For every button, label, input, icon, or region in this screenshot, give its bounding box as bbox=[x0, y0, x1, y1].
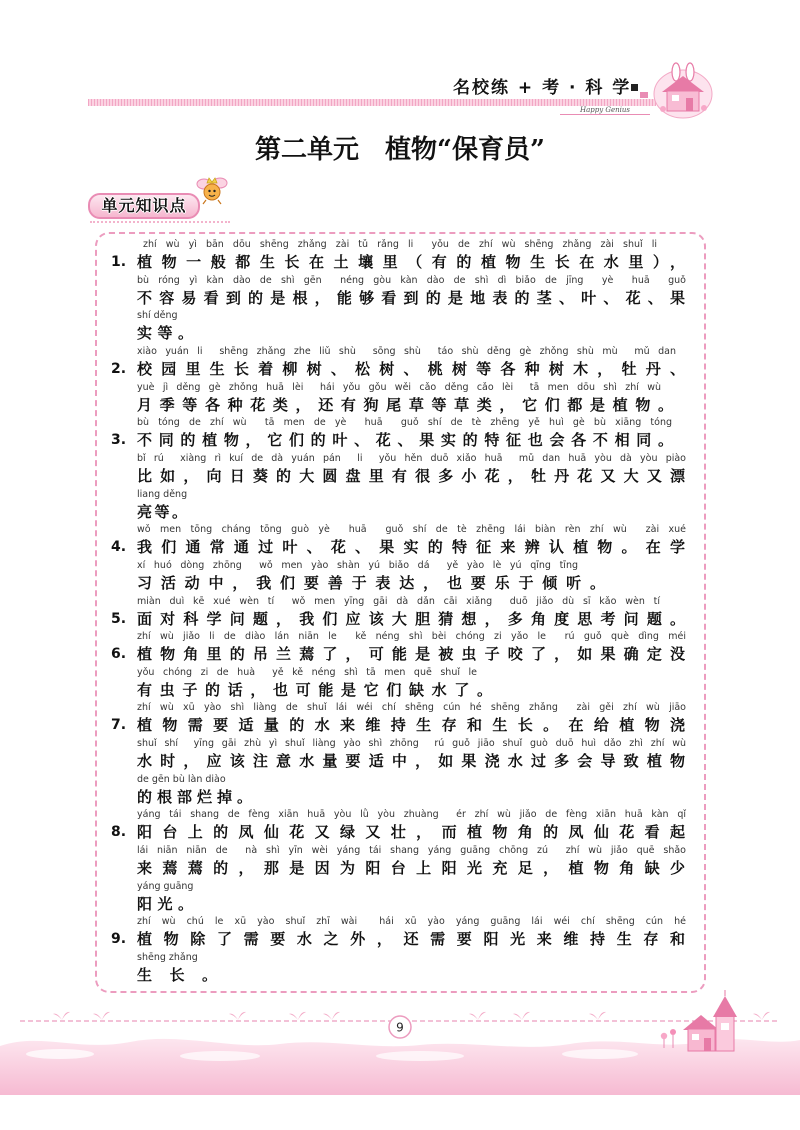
logo-flower bbox=[660, 106, 666, 112]
logo-house-body bbox=[667, 91, 699, 111]
pinyin-line: xiào yuán li shēng zhǎng zhe liǔ shù sōng shù táo shù děng gè zhǒng shù mù mǔ dan bbox=[137, 345, 676, 357]
pinyin-line: miàn duì kē xué wèn tí wǒ men yīng gāi dà dǎn cāi xiǎng duō jiǎo dù sī kǎo wèn tí bbox=[137, 595, 660, 607]
bee-crown bbox=[207, 178, 217, 183]
sprout-icon bbox=[289, 1012, 306, 1020]
sprout-icon bbox=[229, 1012, 246, 1020]
footer-cloud bbox=[180, 1051, 260, 1061]
cottage-roof bbox=[683, 1015, 719, 1030]
series-title: 名校练 + 考 · 科 学 bbox=[453, 78, 632, 98]
pinyin-line: zhí wù jiǎo li de diào lán niān le kě néng shì bèi chóng zi yǎo le rú guǒ què dìng méi bbox=[137, 631, 686, 643]
footer-pink-wave bbox=[0, 1039, 800, 1095]
footer-decoration bbox=[0, 990, 800, 1100]
page-number: 9 bbox=[396, 1020, 404, 1035]
hanzi-line: 我们通常通过叶、花、果实的特征来辨认植物。在学 bbox=[137, 538, 685, 557]
footer-cloud bbox=[376, 1051, 464, 1061]
house-bunny-logo-icon bbox=[652, 62, 714, 120]
pinyin-line: yáng guāng bbox=[137, 880, 194, 892]
hanzi-line: 面对科学问题，我们应该大胆猜想，多角度思考问题。 bbox=[137, 609, 685, 628]
item-number: 4. bbox=[111, 539, 127, 556]
pinyin-line: yuè jì děng gè zhǒng huā lèi hái yǒu gǒu wěi cǎo děng cǎo lèi tā men dōu shì zhí wù bbox=[137, 381, 661, 393]
hanzi-line: 阳台上的凤仙花又绿又壮，而植物角的凤仙花看起 bbox=[137, 823, 685, 842]
sprout-icon bbox=[469, 1012, 486, 1020]
header-pink-band bbox=[88, 99, 656, 106]
hanzi-line: 的根部烂掉。 bbox=[137, 787, 252, 806]
header-tagline: Happy Genius bbox=[580, 106, 631, 114]
item-number: 2. bbox=[111, 360, 127, 377]
hanzi-line: 亮等。 bbox=[137, 502, 187, 521]
sprout-icon bbox=[513, 1012, 530, 1020]
pinyin-line: bǐ rú xiàng rì kuí de dà yuán pán li yǒu hěn duō xiǎo huā mǔ dan huā yòu dà yòu piào bbox=[137, 452, 686, 464]
cottage-door bbox=[704, 1038, 711, 1051]
footer-cloud bbox=[562, 1049, 638, 1059]
pinyin-line: bù róng yì kàn dào de shì gēn néng gòu kàn dào de shì dì biǎo de jīng yè huā guǒ bbox=[137, 274, 686, 286]
item-number: 3. bbox=[111, 432, 127, 449]
logo-door bbox=[686, 98, 693, 111]
hanzi-line: 不容易看到的是根，能够看到的是地表的茎、叶、花、果 bbox=[137, 288, 685, 307]
hanzi-line: 有虫子的话，也可能是它们缺水了。 bbox=[137, 680, 492, 699]
pinyin-line: shuǐ shí yīng gāi zhù yì shuǐ liàng yào shì zhōng rú guǒ jiāo shuǐ guò duō huì dǎo zhì zhí wù bbox=[137, 738, 686, 750]
hanzi-line: 生长。 bbox=[137, 966, 217, 984]
pinyin-line: wǒ men tōng cháng tōng guò yè huā guǒ shí de tè zhēng lái biàn rèn zhí wù zài xué bbox=[137, 524, 686, 536]
bee-leg bbox=[203, 200, 221, 204]
pinyin-line: zhí wù xū yào shì liàng de shuǐ lái wéi chí shēng cún hé shēng zhǎng zài gěi zhí wù jiāo bbox=[137, 702, 686, 714]
hanzi-line: 不同的植物，它们的叶、花、果实的特征也会各不相同。 bbox=[137, 431, 673, 450]
logo-flower bbox=[701, 105, 707, 111]
pinyin-line: de gēn bù làn diào bbox=[137, 773, 226, 785]
section-label: 单元知识点 bbox=[88, 193, 200, 219]
hanzi-line: 阳光。 bbox=[137, 894, 193, 913]
tower-window bbox=[721, 1023, 729, 1030]
item-number: 7. bbox=[111, 717, 127, 734]
logo-bunny-ear-right bbox=[686, 63, 694, 81]
tower-roof bbox=[713, 996, 737, 1017]
pinyin-line: yáng tái shang de fèng xiān huā yòu lǜ yòu zhuàng ér zhí wù jiǎo de fèng xiān huā kàn qǐ bbox=[137, 809, 686, 821]
flower-icon bbox=[661, 1033, 667, 1039]
bee-eye bbox=[208, 190, 210, 192]
logo-window bbox=[672, 95, 679, 101]
hanzi-line: 来蔫蔫的，那是因为阳台上阳光充足，植物角缺少 bbox=[137, 859, 685, 878]
pinyin-line: shēng zhǎng bbox=[137, 952, 198, 963]
pinyin-line: lái niān niān de nà shì yīn wèi yáng tái shang yáng guāng chōng zú zhí wù jiǎo quē shǎo bbox=[137, 845, 686, 857]
hanzi-line: 校园里生长着柳树、松树、桃树等各种树木，牡丹、 bbox=[137, 359, 685, 378]
footer-cloud bbox=[26, 1049, 94, 1059]
header-square-pink bbox=[640, 92, 648, 98]
pinyin-line: liang děng bbox=[137, 488, 188, 500]
hanzi-line: 比如，向日葵的大圆盘里有很多小花，牡丹花又大又漂 bbox=[137, 466, 685, 485]
item-number: 8. bbox=[111, 824, 127, 841]
pinyin-line: yǒu chóng zi de huà yě kě néng shì tā men quē shuǐ le bbox=[137, 666, 477, 678]
unit-title: 第二单元 植物“保育员” bbox=[255, 135, 545, 165]
sprout-icon bbox=[93, 1012, 110, 1020]
flower-icon bbox=[670, 1029, 676, 1035]
section-label-underline bbox=[90, 221, 230, 223]
pinyin-line: shí děng bbox=[137, 310, 178, 322]
item-number: 5. bbox=[111, 610, 127, 627]
hanzi-line: 月季等各种花类，还有狗尾草等草类，它们都是植物。 bbox=[137, 395, 673, 414]
item-number: 6. bbox=[111, 646, 127, 663]
hanzi-line: 植物一般都生长在土壤里（有的植物生长在水里）， bbox=[137, 253, 685, 271]
header-square-dark bbox=[631, 84, 638, 91]
bee-body bbox=[204, 184, 220, 200]
bee-eye bbox=[213, 190, 215, 192]
tagline-underline bbox=[560, 114, 650, 115]
hanzi-line: 实等。 bbox=[137, 324, 193, 343]
item-number: 1. bbox=[111, 254, 127, 270]
logo-bunny-ear-left bbox=[672, 63, 680, 81]
sprout-icon bbox=[589, 1012, 606, 1020]
sprout-icon bbox=[753, 1012, 770, 1020]
bee-mascot-icon bbox=[194, 172, 230, 206]
hanzi-line: 习活动中，我们要善于表达，也要乐于倾听。 bbox=[137, 573, 605, 592]
hanzi-line: 植物除了需要水之外，还需要阳光来维持生存和 bbox=[137, 930, 685, 949]
item-number: 9. bbox=[111, 931, 127, 948]
hanzi-line: 水时，应该注意水量要适中，如果浇水过多会导致植物 bbox=[137, 752, 685, 771]
sprout-icon bbox=[53, 1012, 70, 1020]
sprout-icon bbox=[323, 1012, 340, 1020]
cottage-window bbox=[692, 1034, 699, 1040]
pinyin-line: zhí wù chú le xū yào shuǐ zhī wài hái xū yào yáng guāng lái wéi chí shēng cún hé bbox=[137, 916, 686, 928]
pinyin-line: zhí wù yì bān dōu shēng zhǎng zài tǔ rǎng li yǒu de zhí wù shēng zhǎng zài shuǐ li bbox=[143, 239, 657, 250]
pinyin-line: bù tóng de zhí wù tā men de yè huā guǒ shí de tè zhēng yě huì gè bù xiāng tóng bbox=[137, 417, 672, 429]
hanzi-line: 植物需要适量的水来维持生存和生长。在给植物浇 bbox=[137, 716, 685, 735]
hanzi-line: 植物角里的吊兰蔫了，可能是被虫子咬了，如果确定没 bbox=[137, 645, 685, 664]
tower-body bbox=[716, 1015, 734, 1051]
pinyin-line: xí huó dòng zhōng wǒ men yào shàn yú biǎo dá yě yào lè yú qīng tīng bbox=[137, 559, 578, 571]
